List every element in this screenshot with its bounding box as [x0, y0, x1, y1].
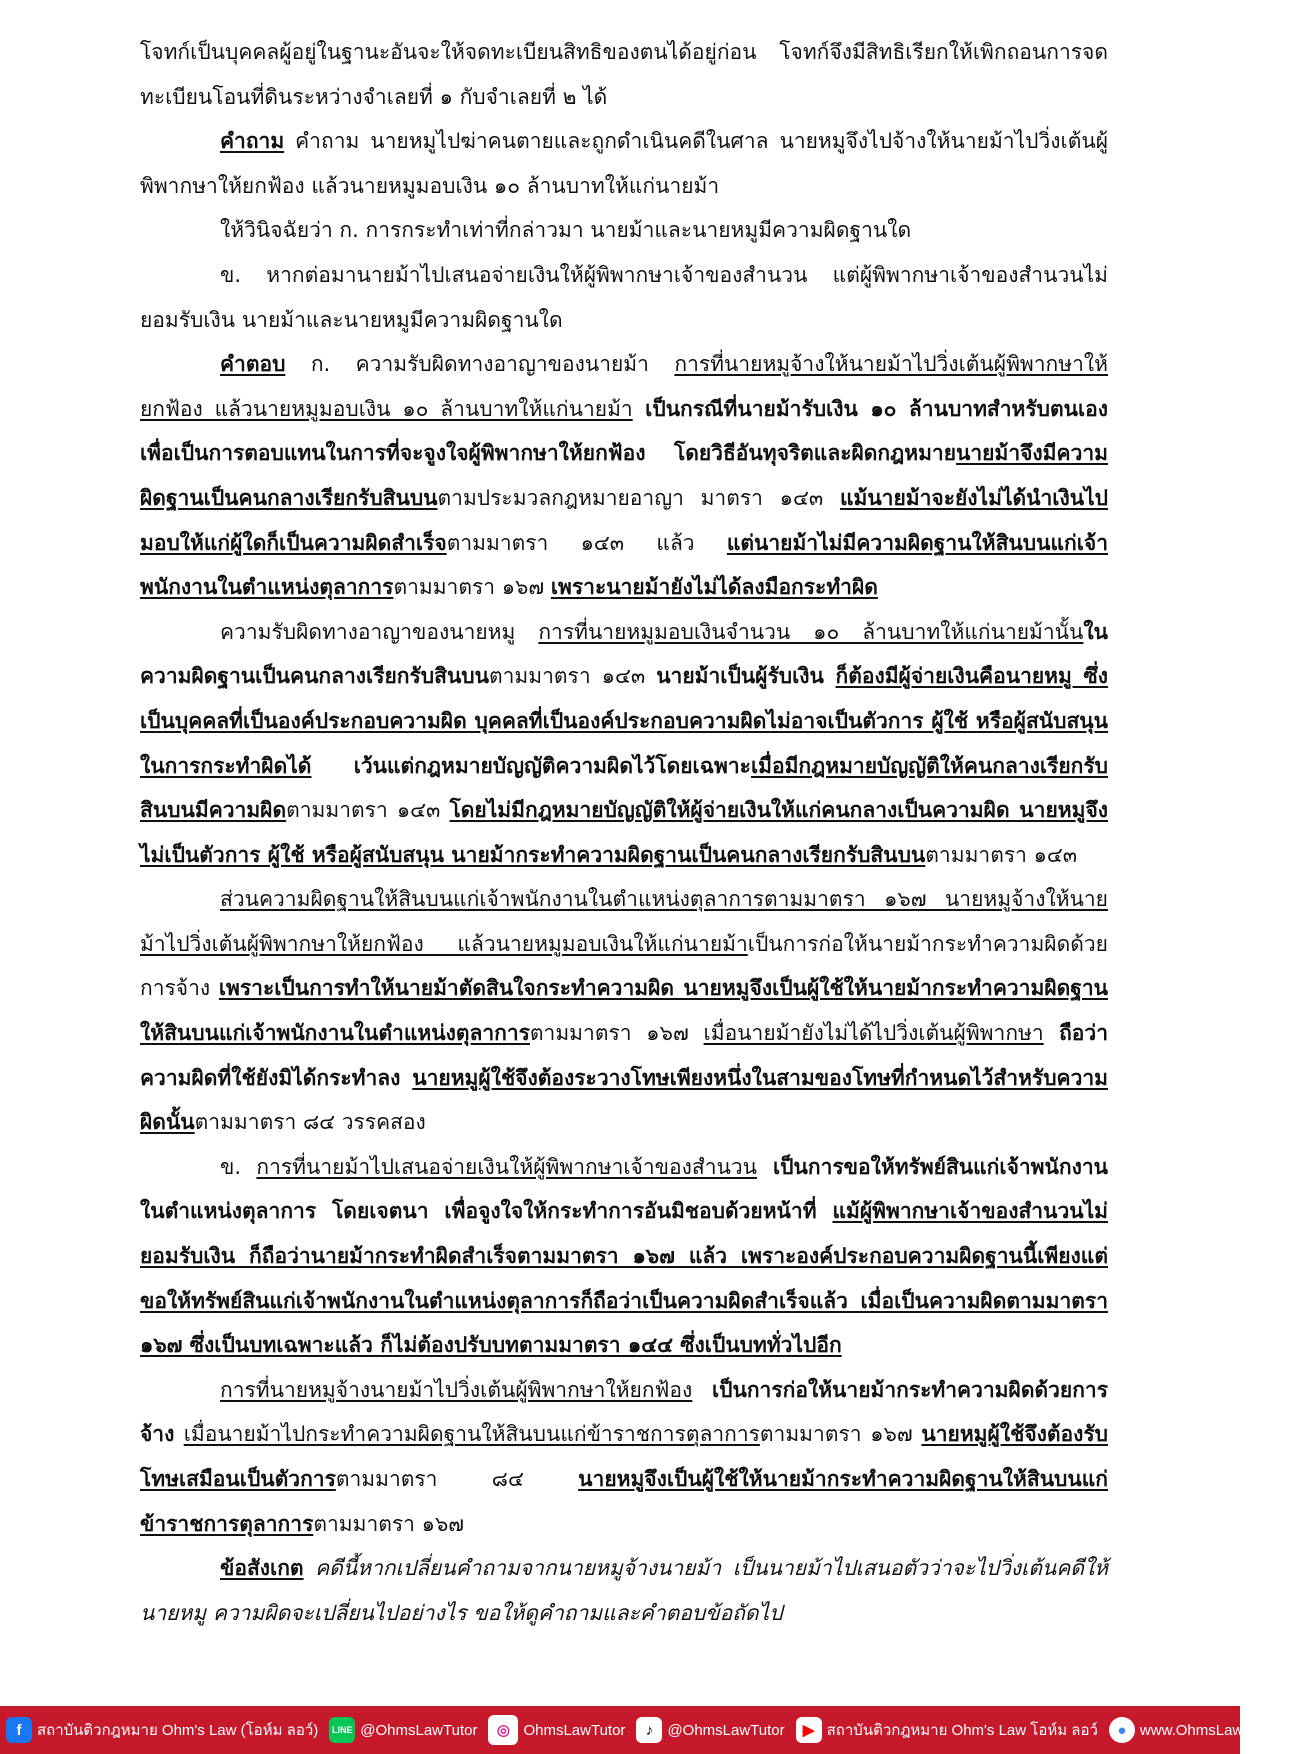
facebook-icon: f: [6, 1717, 32, 1743]
line-label: @OhmsLawTutor: [360, 1721, 478, 1739]
youtube-link[interactable]: [796, 1717, 1098, 1743]
text: เมื่อนายม้ายังไม่ได้ไปวิ่งเต้นผู้พิพากษา: [703, 1021, 1044, 1046]
note-paragraph: [140, 1546, 1108, 1635]
question-b: [140, 253, 1108, 342]
answer-paragraph-1: [140, 342, 1108, 610]
document-body: [140, 30, 1108, 1680]
footer-bar: [0, 1706, 1309, 1754]
paragraph: [140, 30, 1108, 119]
text: การที่นายหมูจ้างให้นายม้าไปวิ่งเต้นผู้พิพากษาให้ยกฟ้อง แล้วนายหมูมอบเงิน ๑๐ ล้านบาทให้แก่นายม้า: [140, 352, 1108, 421]
text: ตามมาตรา ๘๔ วรรคสอง: [194, 1110, 426, 1135]
text: เพราะนายม้ายังไม่ได้ลงมือกระทำผิด: [550, 575, 878, 600]
text: นายม้าจึงมีความผิดฐานเป็นคนกลางเรียกรับสินบน: [140, 441, 1108, 510]
tiktok-link[interactable]: [636, 1717, 784, 1743]
text: แม้ผู้พิพากษาเจ้าของสำนวนไม่ยอมรับเงิน ก็ถือว่านายม้ากระทำผิดสำเร็จตามมาตรา ๑๖๗ แล้ว เพราะองค์ประกอบความผิดฐานนี้เพียงแต่ขอให้ทรัพย์สินแก่เจ้าพนักงานในตำแหน่งตุลาการก็ถือว่าเป็นความผิดสำเร็จแล้ว เมื่อเป็นความผิดตามมาตรา ๑๖๗ ซึ่งเป็นบทเฉพาะแล้ว ก็ไม่ต้องปรับบทตามมาตรา ๑๔๔ ซึ่งเป็นบททั่วไปอีก: [140, 1199, 1108, 1358]
question-paragraph: [140, 119, 1108, 208]
text: ตามประมวลกฎหมายอาญา มาตรา ๑๔๓: [437, 485, 840, 510]
text: เป็นการก่อให้นายม้ากระทำความผิดด้วยการจ้าง: [140, 931, 1108, 1001]
text: เป็นการก่อให้นายม้ากระทำความผิดด้วยการจ้าง: [140, 1377, 1108, 1447]
text: ตามมาตรา ๑๖๗: [393, 575, 551, 600]
instagram-link[interactable]: [488, 1715, 625, 1745]
text: ในความผิดฐานเป็นคนกลางเรียกรับสินบน: [140, 619, 1109, 689]
website-label: www.OhmsLawTutor.com: [1139, 1721, 1309, 1739]
text: เป็นการขอให้ทรัพย์สินแก่เจ้าพนักงานในตำแหน่งตุลาการ โดยเจตนา เพื่อจูงใจให้กระทำการอันมิชอบด้วยหน้าที่: [140, 1154, 1108, 1224]
text: ถือว่าความผิดที่ใช้ยังมิได้กระทำลง: [140, 1021, 1108, 1090]
text: เป็นกรณีที่นายม้ารับเงิน ๑๐ ล้านบาทสำหรับตนเอง เพื่อเป็นการตอบแทนในการที่จะจูงใจผู้พิพากษาให้ยกฟ้อง โดยวิธีอันทุจริตและผิดกฎหมาย: [140, 396, 1109, 466]
youtube-icon: ▶: [796, 1717, 822, 1743]
text: ข. หากต่อมานายม้าไปเสนอจ่ายเงินให้ผู้พิพากษาเจ้าของสำนวน แต่ผู้พิพากษาเจ้าของสำนวนไม่ยอมรับเงิน นายม้าและนายหมูมีความผิดฐานใด: [140, 262, 1108, 332]
youtube-label: สถาบันติวกฎหมาย Ohm's Law โอห์ม ลอว์: [826, 1722, 1098, 1739]
text: ข.: [220, 1154, 257, 1179]
text: นายหมูจึงเป็นผู้ใช้ให้นายม้ากระทำความผิดฐานให้สินบนแก่ข้าราชการตุลาการ: [140, 1467, 1108, 1536]
text: ตามมาตรา ๑๖๗: [529, 1021, 704, 1046]
text: แม้นายม้าจะยังไม่ได้นำเงินไปมอบให้แก่ผู้ใดก็เป็นความผิดสำเร็จ: [140, 485, 1108, 555]
text: โดยไม่มีกฎหมายบัญญัติให้ผู้จ่ายเงินให้แก่คนกลางเป็นความผิด นายหมูจึงไม่เป็นตัวการ ผู้ใช้ หรือผู้สนับสนุน นายม้ากระทำความผิดฐานเป็นคนกลางเรียกรับสินบน: [140, 798, 1109, 867]
text: ตามมาตรา ๑๔๓: [489, 664, 657, 689]
text: นายหมูผู้ใช้จึงต้องรับโทษเสมือนเป็นตัวการ: [140, 1422, 1108, 1491]
text: ตามมาตรา ๑๔๓: [286, 798, 450, 823]
facebook-label: สถาบันติวกฎหมาย Ohm's Law (โอห์ม ลอว์): [37, 1722, 319, 1739]
question-heading: คำถาม: [220, 129, 285, 154]
text: คดีนี้หากเปลี่ยนคำถามจากนายหมูจ้างนายม้า เป็นนายม้าไปเสนอตัวว่าจะไปวิ่งเต้นคดีให้นายหมู ความผิดจะเปลี่ยนไปอย่างไร ขอให้ดูคำถามและคำตอบข้อถัดไป: [140, 1556, 1108, 1625]
text: ความรับผิดทางอาญาของนายหมู: [220, 619, 539, 644]
text: เมื่อนายม้าไปกระทำความผิดฐานให้สินบนแก่ข้าราชการตุลาการ: [183, 1422, 760, 1447]
text: ตามมาตรา ๑๔๓: [925, 842, 1078, 867]
question-a: [140, 208, 1108, 253]
note-heading: ข้อสังเกต: [220, 1556, 304, 1581]
text: นายหมูผู้ใช้จึงต้องระวางโทษเพียงหนึ่งในสามของโทษที่กำหนดไว้สำหรับความผิดนั้น: [140, 1065, 1108, 1135]
text: ตามมาตรา ๘๔: [335, 1467, 579, 1491]
answer-paragraph-3: [140, 877, 1108, 1145]
text: ก. ความรับผิดทางอาญาของนายม้า: [285, 352, 675, 377]
text: แต่นายม้าไม่มีความผิดฐานให้สินบนแก่เจ้าพนักงานในตำแหน่งตุลาการ: [140, 530, 1108, 600]
text: ให้วินิจฉัยว่า ก. การกระทำเท่าที่กล่าวมา นายม้าและนายหมูมีความผิดฐานใด: [220, 218, 912, 243]
answer-paragraph-2: [140, 610, 1108, 878]
text: เพราะเป็นการทำให้นายม้าตัดสินใจกระทำความผิด นายหมูจึงเป็นผู้ใช้ให้นายม้ากระทำความผิดฐานให้สินบนแก่เจ้าพนักงานในตำแหน่งตุลาการ: [140, 976, 1108, 1046]
line-link[interactable]: [329, 1717, 477, 1743]
globe-icon: ●: [1109, 1717, 1135, 1743]
text: คำถาม นายหมูไปฆ่าคนตายและถูกดำเนินคดีในศาล นายหมูจึงไปจ้างให้นายม้าไปวิ่งเต้นผู้พิพากษาให้ยกฟ้อง แล้วนายหมูมอบเงิน ๑๐ ล้านบาทให้แก่นายม้า: [140, 129, 1108, 198]
answer-b-paragraph-1: [140, 1145, 1108, 1368]
answer-b-paragraph-2: [140, 1368, 1108, 1546]
text: นายม้าเป็นผู้รับเงิน: [656, 664, 836, 689]
answer-heading: คำตอบ: [220, 352, 286, 377]
instagram-icon: ◎: [488, 1715, 518, 1745]
facebook-link[interactable]: [6, 1717, 318, 1743]
text: เมื่อมีกฎหมายบัญญัติให้คนกลางเรียกรับสินบนมีความผิด: [140, 753, 1108, 823]
instagram-label: OhmsLawTutor: [523, 1721, 626, 1739]
text: การที่นายม้าไปเสนอจ่ายเงินให้ผู้พิพากษาเจ้าของสำนวน: [256, 1154, 757, 1179]
text: โจทก์เป็นบุคคลผู้อยู่ในฐานะอันจะให้จดทะเบียนสิทธิของตนได้อยู่ก่อน โจทก์จึงมีสิทธิเรียกให้เพิกถอนการจดทะเบียนโอนที่ดินระหว่างจำเลยที่ ๑ กับจำเลยที่ ๒ ได้: [140, 40, 1108, 109]
text: เว้นแต่กฎหมายบัญญัติความผิดไว้โดยเฉพาะ: [311, 753, 751, 778]
tiktok-label: @OhmsLawTutor: [667, 1721, 785, 1739]
text: ตามมาตรา ๑๖๗: [313, 1511, 465, 1536]
text: การที่นายหมูมอบเงินจำนวน ๑๐ ล้านบาทให้แก่นายม้านั้น: [538, 619, 1084, 644]
text: ก็ต้องมีผู้จ่ายเงินคือนายหมู ซึ่งเป็นบุคคลที่เป็นองค์ประกอบความผิด บุคคลที่เป็นองค์ประกอบความผิดไม่อาจเป็นตัวการ ผู้ใช้ หรือผู้สนับสนุน ในการกระทำผิดได้: [140, 664, 1108, 778]
tiktok-icon: ♪: [636, 1717, 662, 1743]
text: การที่นายหมูจ้างนายม้าไปวิ่งเต้นผู้พิพากษาให้ยกฟ้อง: [220, 1377, 693, 1402]
website-link[interactable]: [1109, 1717, 1309, 1743]
line-icon: LINE: [329, 1717, 355, 1743]
text: ตามมาตรา ๑๔๓ แล้ว: [446, 530, 727, 555]
text: ตามมาตรา ๑๖๗: [759, 1422, 922, 1447]
text: ส่วนความผิดฐานให้สินบนแก่เจ้าพนักงานในตำแหน่งตุลาการตามมาตรา ๑๖๗ นายหมูจ้างให้นายม้าไปวิ่งเต้นผู้พิพากษาให้ยกฟ้อง แล้วนายหมูมอบเงินให้แก่นายม้า: [140, 887, 1108, 956]
